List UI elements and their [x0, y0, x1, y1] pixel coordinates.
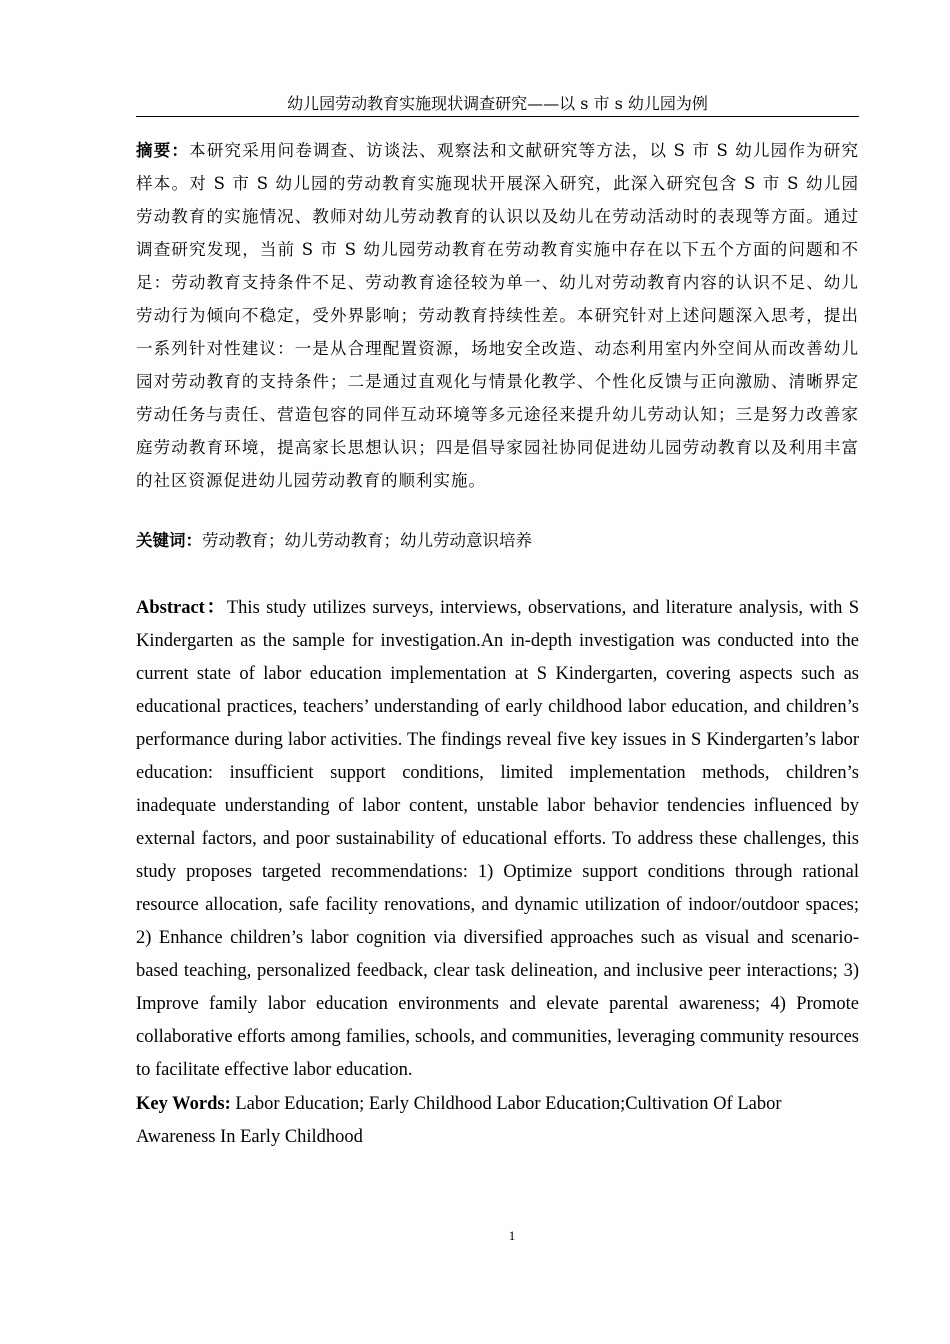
chinese-abstract: [136, 134, 859, 497]
english-abstract-text: This study utilizes surveys, interviews, observations, and literature analysis, with S Kindergarten as the sample for investigation.An in-depth investigation was conducted into the current state of labor education implementation at S Kindergarten, covering aspects such as educational practices, teachers’ understanding of early childhood labor education, and children’s performance during labor activities. The findings reveal five key issues in S Kindergarten’s labor education: insufficient support conditions, limited implementation methods, children’s inadequate understanding of labor content, unstable labor behavior tendencies influenced by external factors, and poor sustainability of educational efforts. To address these challenges, this study proposes targeted recommendations: 1) Optimize support conditions through rational resource allocation, safe facility renovations, and dynamic utilization of indoor/outdoor spaces; 2) Enhance children’s labor cognition via diversified approaches such as visual and scenario-based teaching, personalized feedback, clear task delineation, and inclusive peer interactions; 3) Improve family labor education environments and elevate parental awareness; 4) Promote collaborative efforts among families, schools, and communities, leveraging community resources to facilitate effective labor education.: [136, 598, 860, 1080]
english-abstract: [136, 592, 859, 1087]
running-header: 幼儿园劳动教育实施现状调查研究——以 s 市 s 幼儿园为例: [136, 94, 859, 117]
english-abstract-label: Abstract：: [136, 598, 227, 618]
chinese-keywords: [136, 526, 859, 556]
page-number: 1: [508, 1228, 516, 1243]
english-keywords: [136, 1088, 859, 1154]
english-keywords-label: Key Words:: [136, 1094, 231, 1114]
chinese-keywords-text: 劳动教育；幼儿劳动教育；幼儿劳动意识培养: [202, 531, 532, 550]
chinese-abstract-label: 摘要：: [136, 141, 190, 160]
chinese-abstract-text: 本研究采用问卷调查、访谈法、观察法和文献研究等方法，以 S 市 S 幼儿园作为研究样本。对 S 市 S 幼儿园的劳动教育实施现状开展深入研究，此深入研究包含 S 市 S 幼儿园劳动教育的实施情况、教师对幼儿劳动教育的认识以及幼儿在劳动活动时的表现等方面。通过调查研究发现，当前 S 市 S 幼儿园劳动教育在劳动教育实施中存在以下五个方面的问题和不足：劳动教育支持条件不足、劳动教育途径较为单一、幼儿对劳动教育内容的认识不足、幼儿劳动行为倾向不稳定，受外界影响；劳动教育持续性差。本研究针对上述问题深入思考，提出一系列针对性建议：一是从合理配置资源，场地安全改造、动态利用室内外空间从而改善幼儿园对劳动教育的支持条件；二是通过直观化与情景化教学、个性化反馈与正向激励、清晰界定劳动任务与责任、营造包容的同伴互动环境等多元途径来提升幼儿劳动认知；三是努力改善家庭劳动教育环境，提高家长思想认识；四是倡导家园社协同促进幼儿园劳动教育以及利用丰富的社区资源促进幼儿园劳动教育的顺利实施。: [136, 141, 860, 490]
chinese-keywords-label: 关键词：: [136, 531, 202, 550]
english-keywords-text: Labor Education; Early Childhood Labor Education;Cultivation Of Labor Awareness In Early Childhood: [136, 1094, 782, 1147]
